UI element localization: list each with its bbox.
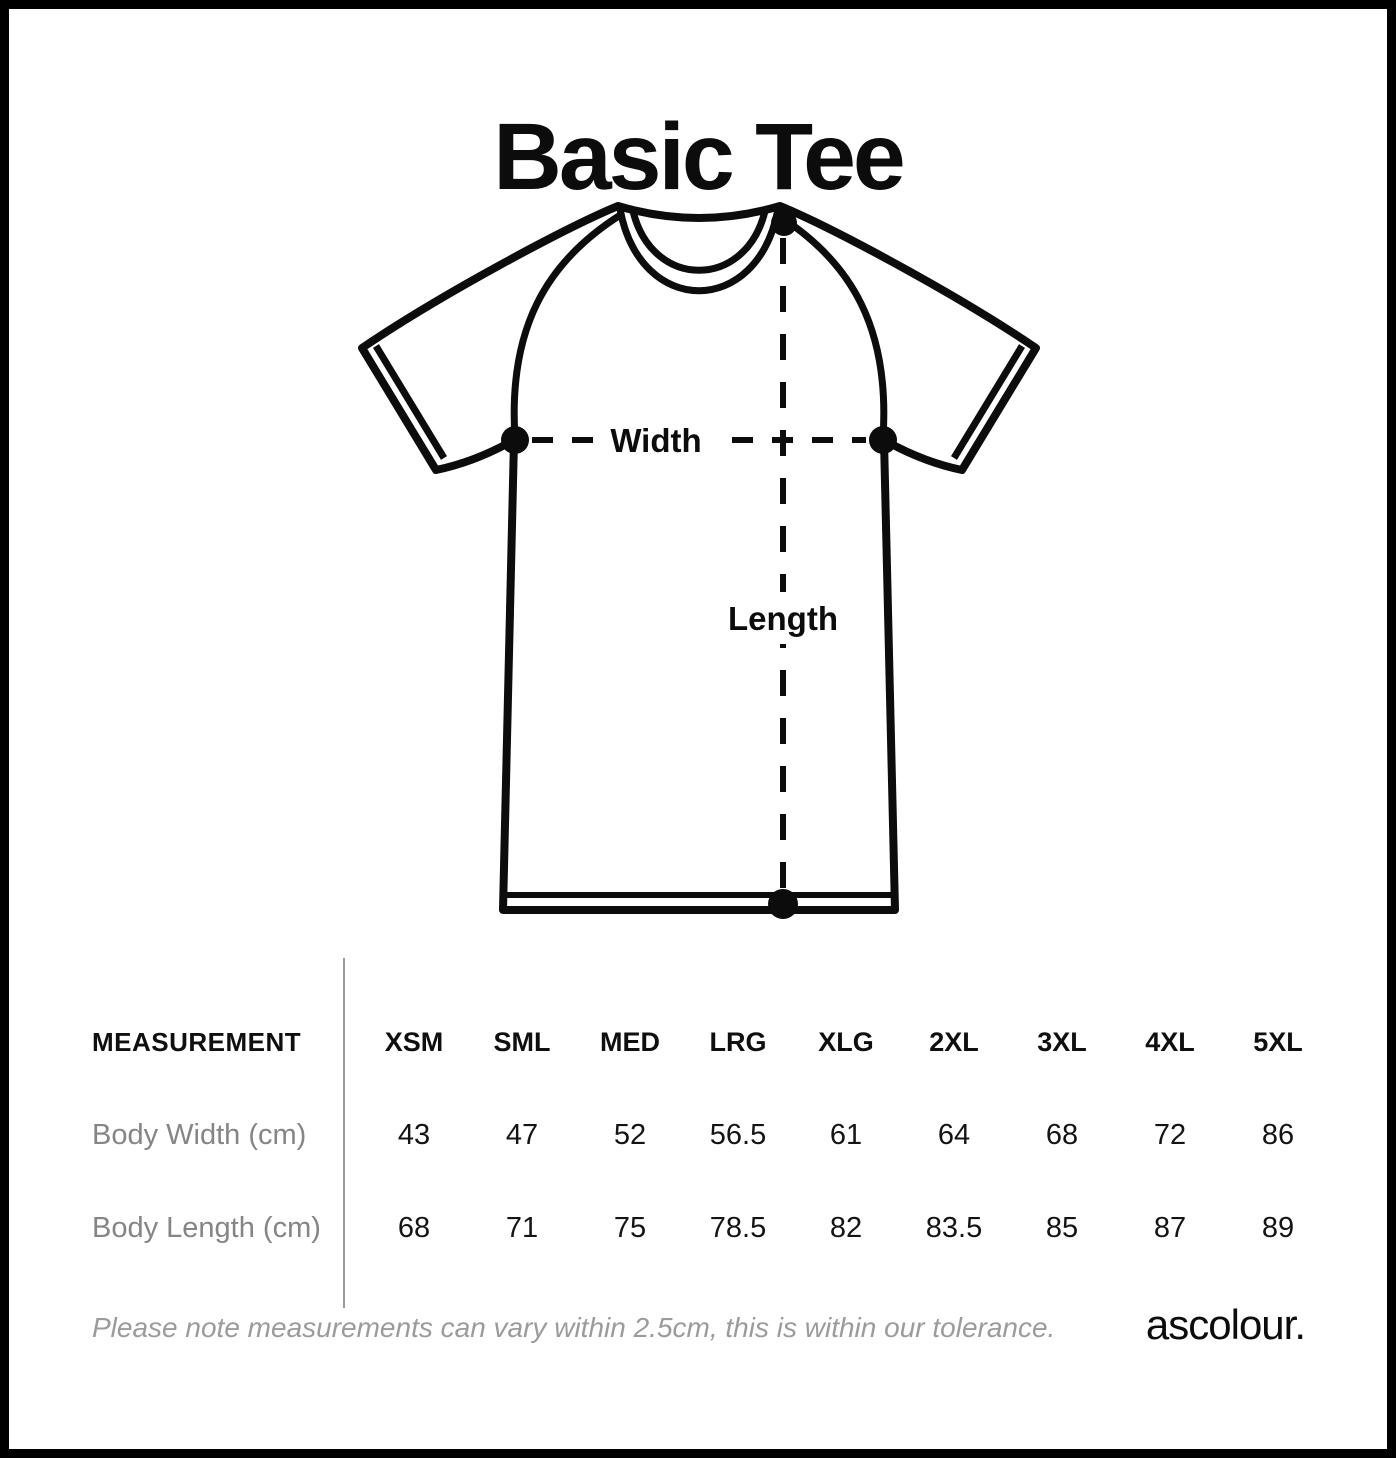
body-length-value: 87	[1153, 1212, 1187, 1244]
tshirt-diagram	[330, 190, 1070, 930]
body-length-value: 71	[505, 1212, 539, 1244]
column-header-size: LRG	[709, 1027, 767, 1057]
length-label: Length	[728, 600, 838, 637]
body-length-value: 85	[1045, 1212, 1079, 1244]
brand-logo: ascolour.	[1145, 1301, 1305, 1348]
body-length-value: 78.5	[709, 1212, 767, 1244]
column-header-size: 5XL	[1253, 1027, 1303, 1057]
body-width-value: 72	[1153, 1119, 1187, 1151]
row-label-body-width: Body Width (cm)	[92, 1119, 307, 1151]
row-label-body-length: Body Length (cm)	[92, 1212, 321, 1244]
body-width-value: 43	[397, 1119, 431, 1151]
body-width-value: 68	[1045, 1119, 1079, 1151]
page-title: Basic Tee	[493, 103, 903, 210]
body-width-value: 52	[613, 1119, 647, 1151]
measure-point-dot	[501, 426, 529, 454]
column-header-size: 2XL	[929, 1027, 979, 1057]
body-length-value: 68	[397, 1212, 431, 1244]
body-length-value: 75	[613, 1212, 647, 1244]
size-chart-table	[60, 996, 1332, 1275]
body-length-value: 89	[1261, 1212, 1295, 1244]
column-header-size: SML	[493, 1027, 551, 1057]
column-header-size: 4XL	[1145, 1027, 1195, 1057]
body-width-value: 47	[505, 1119, 539, 1151]
tshirt-outline	[362, 206, 1036, 910]
body-length-value: 83.5	[925, 1212, 983, 1244]
body-length-value: 82	[829, 1212, 863, 1244]
column-header-size: 3XL	[1037, 1027, 1087, 1057]
measure-point-dot	[771, 210, 797, 236]
body-width-value: 61	[829, 1119, 863, 1151]
column-header-size: XSM	[384, 1027, 444, 1057]
body-width-value: 64	[937, 1119, 971, 1151]
column-header-size: XLG	[818, 1027, 874, 1057]
column-header-measurement: MEASUREMENT	[92, 1027, 302, 1057]
measure-point-dot	[869, 426, 897, 454]
tolerance-note: Please note measurements can vary within 2.5cm, this is within our tolerance.	[92, 1312, 1056, 1343]
body-width-value: 86	[1261, 1119, 1295, 1151]
measure-point-dot	[768, 889, 798, 919]
body-width-value: 56.5	[709, 1119, 767, 1151]
column-header-size: MED	[600, 1027, 660, 1057]
width-label: Width	[610, 422, 702, 459]
